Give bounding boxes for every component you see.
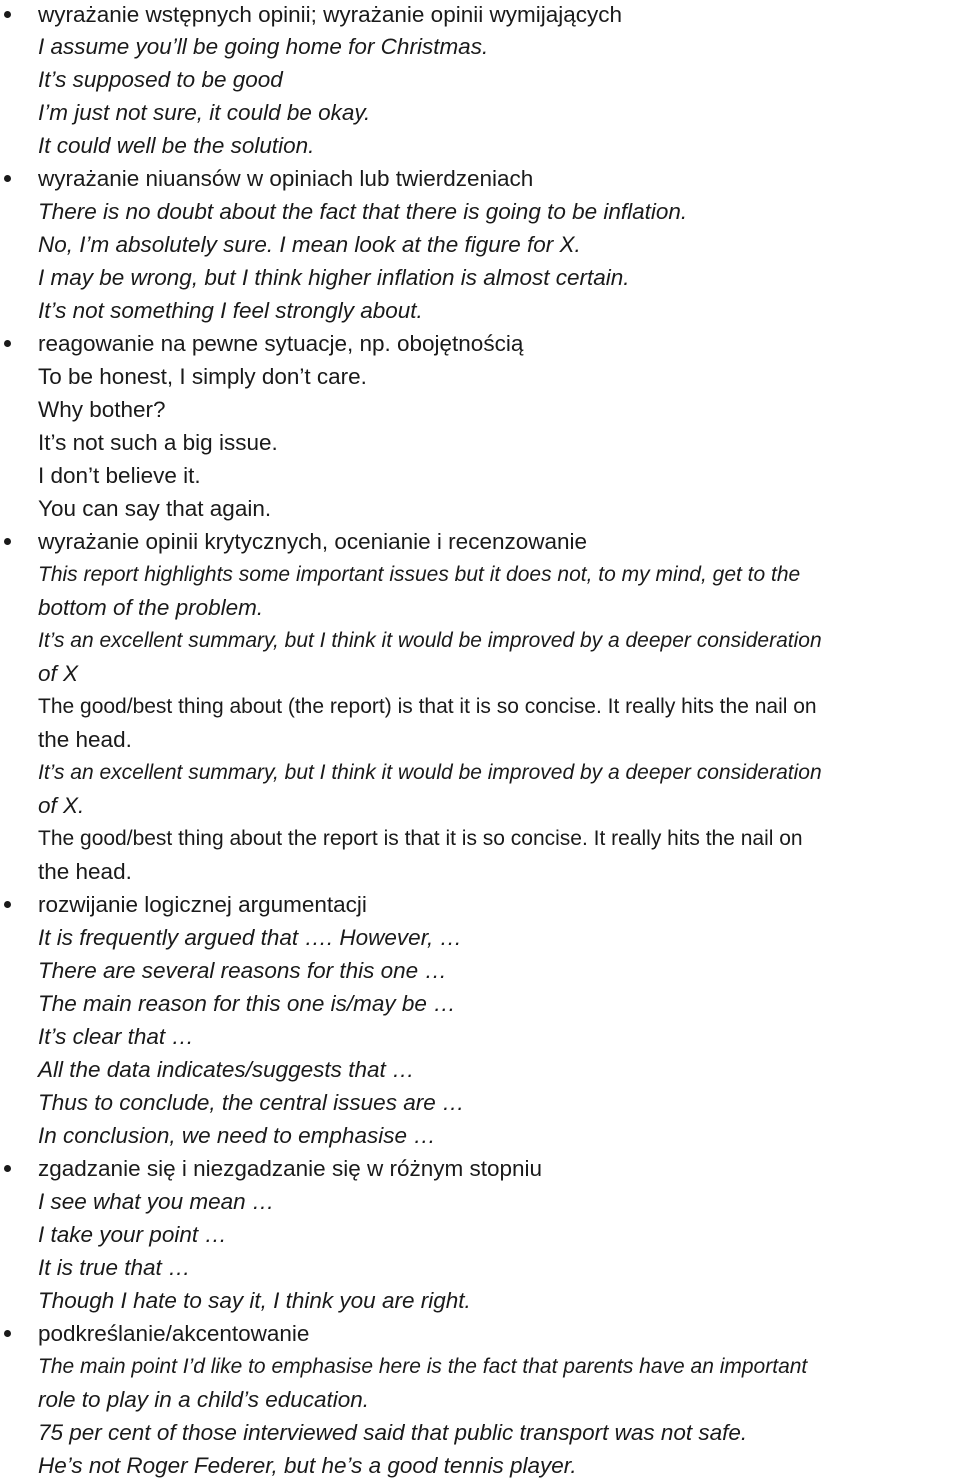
bullet-icon (4, 175, 11, 182)
example-line: the head. (38, 859, 132, 884)
example-line: He’s not Roger Federer, but he’s a good tennis player. (38, 1453, 577, 1478)
example-line: You can say that again. (38, 496, 272, 521)
example-line: In conclusion, we need to emphasise … (38, 1123, 436, 1148)
example-line: Why bother? (38, 397, 166, 422)
heading-text: wyrażanie niuansów w opiniach lub twierdzeniach (38, 166, 534, 191)
heading-text: wyrażanie opinii krytycznych, ocenianie i recenzowanie (38, 529, 588, 554)
example-line: The main reason for this one is/may be … (38, 991, 456, 1016)
heading-text: rozwijanie logicznej argumentacji (38, 892, 367, 917)
heading-text: podkreślanie/akcentowanie (38, 1321, 310, 1346)
example-line: The good/best thing about the report is that it is so concise. It really hits the nail on (38, 827, 803, 850)
example-line: The main point I’d like to emphasise here is the fact that parents have an important (38, 1355, 808, 1378)
example-line: role to play in a child’s education. (38, 1387, 370, 1412)
bullet-icon (4, 1165, 11, 1172)
section-heading (0, 1152, 960, 1185)
example-line: It is true that … (38, 1255, 191, 1280)
example-line: The good/best thing about (the report) is that it is so concise. It really hits the nail on (38, 695, 817, 718)
example-line: It’s an excellent summary, but I think it would be improved by a deeper consideration (38, 761, 822, 784)
example-line: It’s clear that … (38, 1024, 194, 1049)
example-line: It could well be the solution. (38, 133, 315, 158)
example-line: of X. (38, 793, 85, 818)
example-line: There are several reasons for this one … (38, 958, 447, 983)
example-line: It’s not such a big issue. (38, 430, 278, 455)
example-line: I see what you mean … (38, 1189, 275, 1214)
example-line: bottom of the problem. (38, 595, 264, 620)
example-line: It’s supposed to be good (38, 67, 283, 92)
section-heading (0, 162, 960, 195)
section-heading (0, 327, 960, 360)
section-heading (0, 525, 960, 558)
example-line: I’m just not sure, it could be okay. (38, 100, 371, 125)
example-line: No, I’m absolutely sure. I mean look at the figure for X. (38, 232, 581, 257)
example-line: It is frequently argued that …. However, … (38, 925, 462, 950)
heading-text: wyrażanie wstępnych opinii; wyrażanie opinii wymijających (38, 2, 623, 27)
example-line: I assume you’ll be going home for Christmas. (38, 34, 489, 59)
section-heading (0, 0, 960, 30)
example-line: There is no doubt about the fact that there is going to be inflation. (38, 199, 688, 224)
bullet-icon (4, 901, 11, 908)
example-line: Thus to conclude, the central issues are … (38, 1090, 465, 1115)
example-line: This report highlights some important issues but it does not, to my mind, get to the (38, 563, 801, 586)
section-heading (0, 1317, 960, 1350)
example-line: 75 per cent of those interviewed said that public transport was not safe. (38, 1420, 748, 1445)
example-line: All the data indicates/suggests that … (38, 1057, 415, 1082)
bullet-icon (4, 340, 11, 347)
heading-text: zgadzanie się i niezgadzanie się w różnym stopniu (38, 1156, 543, 1181)
example-line: I may be wrong, but I think higher inflation is almost certain. (38, 265, 630, 290)
bullet-icon (4, 11, 11, 18)
example-line: To be honest, I simply don’t care. (38, 364, 367, 389)
example-line: It’s not something I feel strongly about. (38, 298, 423, 323)
example-line: I don’t believe it. (38, 463, 201, 488)
section-heading (0, 888, 960, 921)
example-line: I take your point … (38, 1222, 227, 1247)
example-line: It’s an excellent summary, but I think it would be improved by a deeper consideration (38, 629, 822, 652)
example-line: the head. (38, 727, 132, 752)
bullet-icon (4, 538, 11, 545)
heading-text: reagowanie na pewne sytuacje, np. obojętnością (38, 331, 524, 356)
example-line: Though I hate to say it, I think you are right. (38, 1288, 471, 1313)
bullet-icon (4, 1330, 11, 1337)
example-line: of X (38, 661, 79, 686)
